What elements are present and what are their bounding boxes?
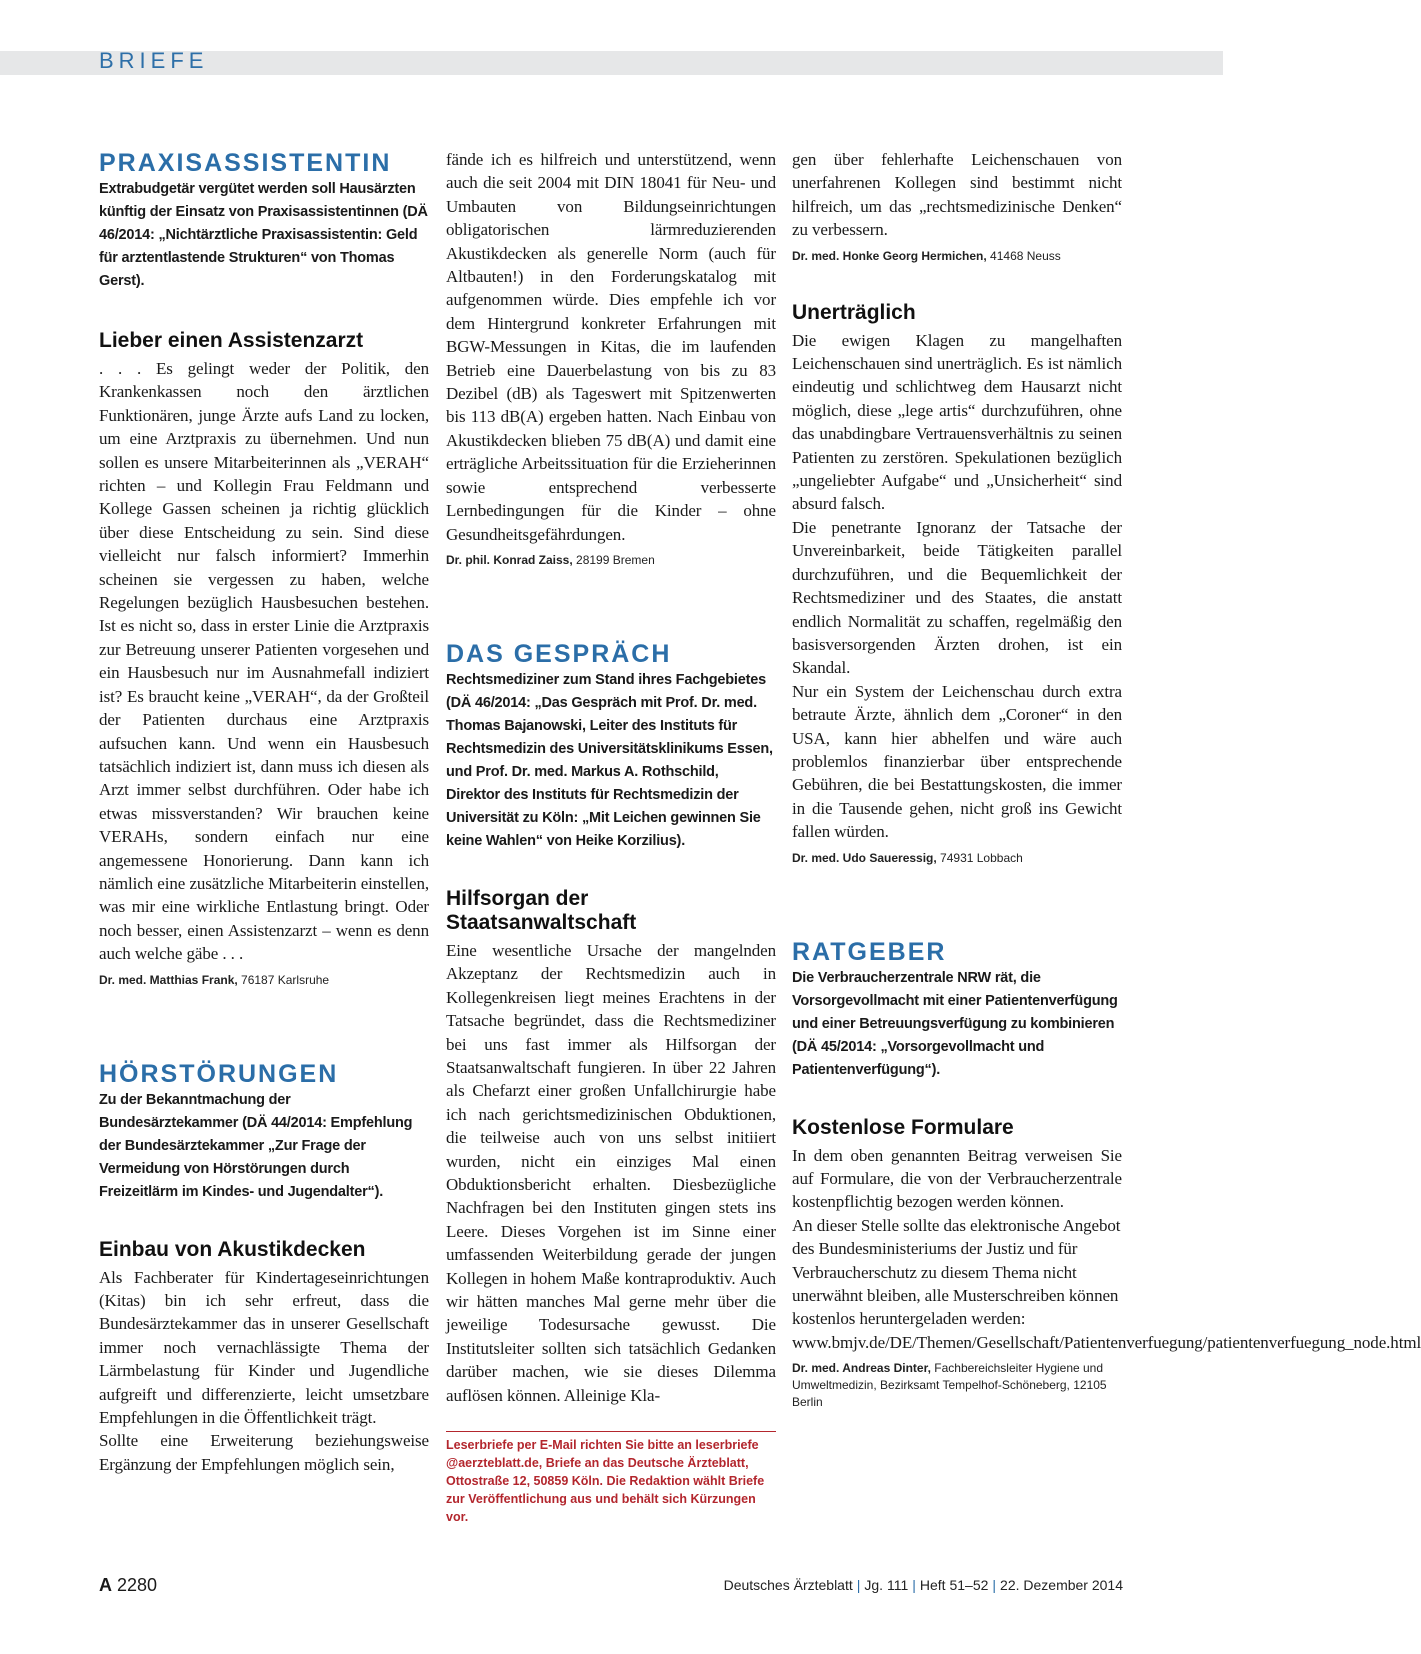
topic-intro: Zu der Bekanntmachung der Bundesärztekammer (DÄ 44/2014: Empfehlung der Bundesärztekammer „Zur Frage der Vermeidung von Hörstörungen durch Freizeitlärm im Kindes- und Jugendalter“). — [99, 1091, 413, 1200]
topic-intro: Extrabudgetär vergütet werden soll Hausärzten künftig der Einsatz von Praxisassistentinnen (DÄ 46/2014: „Nichtärztliche Praxisassistentin: Geld für arztentlastende Strukturen“ von Thomas Gerst). — [99, 181, 428, 289]
column-1 — [99, 148, 429, 1476]
letter-body: gen über fehlerhafte Leichenschauen von unerfahrenen Kollegen sind bestimmt nicht hilfreich, um das „rechtsmedizinische Denken“ zu verbessern. — [792, 150, 1122, 240]
journal-name: Deutsches Ärzteblatt — [723, 1577, 853, 1593]
letter-author — [99, 972, 429, 989]
topic-heading: RATGEBER — [792, 937, 947, 966]
author-name: Dr. med. Honke Georg Hermichen, — [792, 248, 987, 263]
topic-heading: HÖRSTÖRUNGEN — [99, 1059, 339, 1088]
letter-body: fände ich es hilfreich und unterstützend, wenn auch die seit 2004 mit DIN 18041 für Neu- und Umbauten von Bildungseinrichtungen obligatorischen lärmreduzierenden Akustikdecken als generelle Norm (auch für Altbauten!) in den Forderungskatalog mit aufgenommen würde. Dies empfehle ich vor dem Hintergrund konkreter Erfahrungen mit BGW-Messungen in Kitas, die im laufenden Betrieb eine Dauerbelastung von bis zu 83 Dezibel (dB) als Tageswert mit Spitzenwerten bis 113 dB(A) ergeben hatten. Nach Einbau von Akustikdecken blieben 75 dB(A) und damit eine erträgliche Arbeitssituation für die Erzieherinnen sowie entsprechend verbesserte Lernbedingungen für die Kinder – ohne Gesundheitsgefährdungen. — [446, 150, 776, 544]
letter-headline: Einbau von Akustikdecken — [99, 1237, 366, 1261]
author-name: Dr. med. Udo Saueressig, — [792, 850, 937, 865]
topic-heading: PRAXISASSISTENTIN — [99, 149, 392, 177]
letter-author — [792, 248, 1122, 265]
letter-headline: Hilfsorgan der Staatsanwaltschaft — [446, 886, 637, 934]
letter-author — [446, 552, 776, 569]
letter-body: Die ewigen Klagen zu mangelhaften Leichenschauen sind unerträglich. Es ist nämlich eindeutig und schlichtweg dem Hausarzt nicht möglich, diese „lege artis“ durchzuführen, ohne das unabdingbare Vertrauensverhältnis zu seinen Patienten zu zerstören. Spekulationen bezüglich „ungeliebter Aufgabe“ und „Unsicherheit“ sind absurd falsch. — [792, 330, 1122, 514]
letter-author — [792, 1360, 1122, 1411]
page-prefix: A — [99, 1575, 112, 1595]
submission-notice: Leserbriefe per E-Mail richten Sie bitte an leserbriefe @aerzteblatt.de, Briefe an das Deutsche Ärzteblatt, Ottostraße 12, 50859 Köln. Die Redaktion wählt Briefe zur Veröffentlichung aus und behält sich Kürzungen vor. — [446, 1431, 776, 1526]
author-name: Dr. phil. Konrad Zaiss, — [446, 552, 573, 567]
letter-body: Sollte eine Erweiterung beziehungsweise Ergänzung der Empfehlungen möglich sein, — [99, 1431, 429, 1474]
column-2 — [446, 148, 776, 1526]
separator: | — [856, 1577, 861, 1593]
issue: Heft 51–52 — [919, 1577, 989, 1593]
letter-body: Nur ein System der Leichenschau durch extra betraute Ärzte, ähnlich dem „Coroner“ in den USA, kann hier abhelfen und wäre auch problemlos finanzierbar über entsprechende Gebühren, die bei Bestattungskosten, die immer in die Tausende gehen, nicht groß ins Gewicht fallen würden. — [792, 681, 1122, 842]
letter-body: Als Fachberater für Kindertageseinrichtungen (Kitas) bin ich sehr erfreut, dass die Bundesärztekammer das in unserer Gesellschaft immer noch vernachlässigte Thema der Lärmbelastung für Kinder und Jugendliche aufgreift und differenzierte, leicht umsetzbare Empfehlungen in die Öffentlichkeit trägt. — [99, 1267, 429, 1427]
author-name: Dr. med. Andreas Dinter, — [792, 1361, 931, 1376]
separator: | — [912, 1577, 916, 1593]
page-number — [99, 1575, 157, 1596]
publication-info — [724, 1577, 1123, 1593]
letter-headline: Kostenlose Formulare — [792, 1115, 1014, 1139]
letter-headline: Unerträglich — [792, 300, 916, 324]
column-3 — [792, 148, 1421, 1411]
letter-headline: Lieber einen Assistenzarzt — [99, 329, 364, 352]
author-name: Dr. med. Matthias Frank, — [99, 972, 238, 987]
issue-date: 22. Dezember 2014 — [1000, 1577, 1123, 1593]
topic-intro: Rechtsmediziner zum Stand ihres Fachgebietes (DÄ 46/2014: „Das Gespräch mit Prof. Dr. med. Thomas Bajanowski, Leiter des Instituts für Rechtsmedizin des Universitätsklinikums Essen, und Prof. Dr. med. Markus A. Rothschild, Direktor des Instituts für Rechtsmedizin der Universität zu Köln: „Mit Leichen gewinnen Sie keine Wahlen“ von Heike Korzilius). — [446, 671, 773, 849]
page-number-value: 2280 — [112, 1575, 158, 1595]
author-place: 28199 Bremen — [572, 552, 655, 567]
volume: Jg. 111 — [864, 1577, 909, 1593]
letter-body: In dem oben genannten Beitrag verweisen Sie auf Formulare, die von der Verbraucherzentrale kostenpflichtig bezogen werden können. — [792, 1145, 1122, 1212]
separator: | — [992, 1577, 997, 1593]
letter-body: An dieser Stelle sollte das elektronische Angebot des Bundesministeriums der Justiz und für Verbraucherschutz zu diesem Thema nicht unerwähnt bleiben, alle Musterschreiben können kostenlos heruntergeladen werden: www.bmjv.de/DE/Themen/Gesellschaft/Patientenverfuegung/patientenverfuegung_node.html — [792, 1215, 1421, 1352]
letter-body: Eine wesentliche Ursache der mangelnden Akzeptanz der Rechtsmedizin auch in Kollegenkreisen liegt meines Erachtens in der Tatsache begründet, dass die Rechtsmediziner bei uns fast immer als Hilfsorgan der Staatsanwaltschaft fungieren. In über 22 Jahren als Chefarzt einer großen Unfallchirurgie habe ich nach gerichtsmedizinischen Obduktionen, die teilweise auch von uns selbst initiiert wurden, nicht ein einziges Mal einen Obduktionsbericht erhalten. Diesbezügliche Nachfragen bei den Instituten gingen stets ins Leere. Dieses Vorgehen ist im Sinne einer umfassenden Weiterbildung gerade der jungen Kollegen in hohem Maße kontraproduktiv. Auch wir hätten manches Mal gerne mehr über die jeweilige Todesursache gewusst. Die Institutsleiter sollten sich tatsächlich Gedanken darüber machen, wie sie dieses Dilemma auflösen können. Alleinige Kla- — [446, 940, 776, 1405]
letter-body: Die penetrante Ignoranz der Tatsache der Unvereinbarkeit, beide Tätigkeiten parallel durchzuführen, und die Bequemlichkeit der Rechtsmediziner und des Staates, die anstatt endlich Normalität zu schaffen, regelmäßig den basisversorgenden Ärzten drohen, ist ein Skandal. — [792, 517, 1122, 678]
author-place: Fachbereichsleiter Hygiene und Umweltmedizin, Bezirksamt Tempelhof-Schöneberg, 12105 Berlin — [792, 1361, 1107, 1410]
letter-body: . . . Es gelingt weder der Politik, den Krankenkassen noch den ärztlichen Funktionären, junge Ärzte aufs Land zu locken, um eine Arztpraxis zu übernehmen. Und nun sollen es unsere Mitarbeiterinnen als „VERAH“ richten – und Kollegin Frau Feldmann und Kollege Gassen scheinen ja richtig glücklich über diese Entscheidung zu sein. Sind diese vielleicht nur falsch informiert? Immerhin scheinen sie vergessen zu haben, welche Regelungen bezüglich Hausbesuchen bestehen. Ist es nicht so, dass in erster Linie die Arztpraxis zur Betreuung unserer Patienten vorgesehen und ein Hausbesuch nur im Ausnahmefall indiziert ist? Es braucht keine „VERAH“, da der Großteil der Patienten durchaus eine Arztpraxis aufsuchen kann. Und wenn ein Hausbesuch tatsächlich indiziert ist, dann muss ich diesen als Arzt immer selbst durchführen. Oder habe ich etwas missverstanden? Wir brauchen keine VERAHs, sondern einfach nur eine angemessene Honorierung. Dann kann ich nämlich eine zusätzliche Mitarbeiterin einstellen, was mir eine wirkliche Entlastung bringt. Oder noch besser, einen Assistenzarzt – wenn es denn auch welche gäbe . . . — [99, 359, 429, 964]
author-place: 74931 Lobbach — [936, 850, 1023, 865]
section-label: BRIEFE — [99, 48, 209, 73]
topic-heading: DAS GESPRÄCH — [446, 639, 672, 668]
author-place: 76187 Karlsruhe — [237, 972, 330, 987]
author-place: 41468 Neuss — [986, 248, 1061, 263]
letter-author — [792, 850, 1122, 867]
topic-intro: Die Verbraucherzentrale NRW rät, die Vorsorgevollmacht mit einer Patientenverfügung und einer Betreuungsverfügung zu kombinieren (DÄ 45/2014: „Vorsorgevollmacht und Patientenverfügung“). — [792, 969, 1118, 1078]
